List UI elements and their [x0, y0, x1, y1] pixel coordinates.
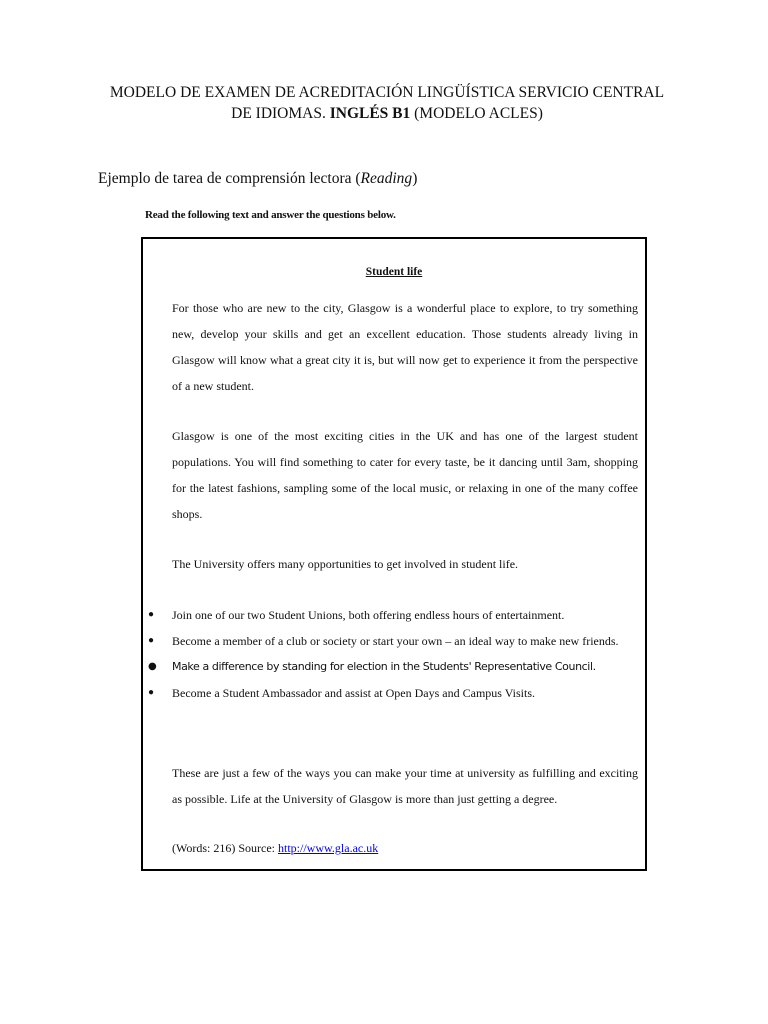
header-level: INGLÉS B1 — [329, 105, 411, 122]
bullet-icon: ● — [148, 661, 157, 672]
source-prefix: (Words: 216) Source: — [172, 841, 276, 855]
reading-paragraph-2: Glasgow is one of the most exciting cities in the UK and has one of the largest student populations. You will find something to cater for every taste, be it dancing until 3am, shopping for the latest fashions, sampling some of the local music, or relaxing in one of the many coffee shops. — [172, 429, 638, 521]
bullet-icon: ● — [148, 635, 155, 646]
bullet-icon: ● — [148, 609, 155, 620]
reading-paragraph-1: For those who are new to the city, Glasgow is a wonderful place to explore, to try something new, develop your skills and get an excellent education. Those students already living in Glasgow will know what a great city it is, but will now get to experience it from the perspective of a new student. — [172, 301, 638, 393]
list-item-text: Join one of our two Student Unions, both offering endless hours of entertainment. — [172, 608, 565, 622]
header-line-2 — [60, 103, 714, 124]
header-line-1: MODELO DE EXAMEN DE ACREDITACIÓN LINGÜÍSTICA SERVICIO CENTRAL — [109, 84, 665, 101]
task-subtitle — [98, 170, 417, 188]
subtitle-close: ) — [412, 170, 418, 187]
list-item-text: Become a member of a club or society or start your own – an ideal way to make new friends. — [172, 634, 619, 648]
exam-header — [60, 82, 714, 124]
subtitle-italic: Reading — [360, 170, 413, 187]
reading-title: Student life — [365, 266, 423, 278]
list-item-text: Become a Student Ambassador and assist at Open Days and Campus Visits. — [172, 686, 536, 700]
list-item — [143, 654, 638, 680]
reading-paragraph-3: The University offers many opportunities to get involved in student life. — [172, 557, 519, 571]
list-item — [143, 628, 638, 654]
list-item-text: Make a difference by standing for election in the Students' Representative Council. — [172, 660, 596, 673]
bullet-icon: ● — [148, 687, 155, 698]
header-suffix: (MODELO ACLES) — [414, 105, 543, 122]
reading-text-box — [141, 237, 647, 871]
source-link[interactable]: http://www.gla.ac.uk — [278, 841, 379, 855]
subtitle-text: Ejemplo de tarea de comprensión lectora ( — [98, 170, 361, 187]
header-prefix: DE IDIOMAS. — [231, 105, 326, 122]
task-instruction: Read the following text and answer the questions below. — [145, 209, 396, 221]
opportunities-list — [143, 602, 645, 706]
reading-paragraph-4: These are just a few of the ways you can make your time at university as fulfilling and exciting as possible. Life at the University of Glasgow is more than just getting a degree. — [172, 766, 638, 806]
list-item — [143, 602, 638, 628]
source-line — [172, 835, 638, 861]
list-item — [143, 680, 638, 706]
